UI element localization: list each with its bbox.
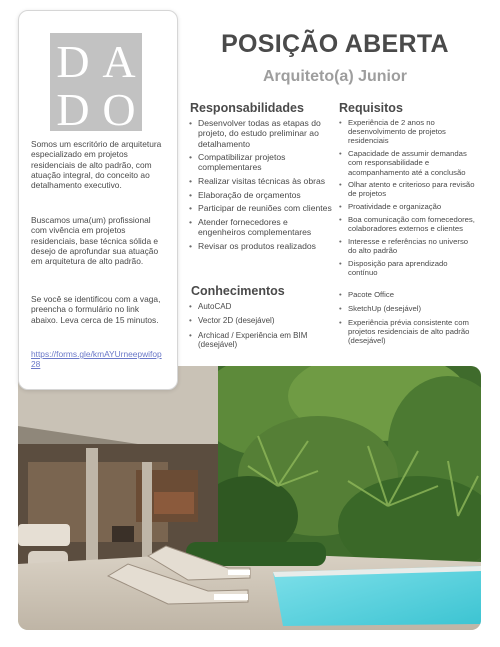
list-item: • SketchUp (desejável) bbox=[339, 304, 477, 313]
form-link-wrap bbox=[31, 349, 165, 370]
list-item: • Interesse e referências no universo do alto padrão bbox=[339, 237, 477, 255]
list-item: • Atender fornecedores e engenheiros complementares bbox=[189, 217, 334, 238]
architecture-photo bbox=[18, 366, 481, 630]
conhecimentos-list-right bbox=[339, 290, 477, 350]
conhecimentos-list bbox=[189, 302, 334, 355]
list-item: • Boa comunicação com fornecedores, colaboradores externos e clientes bbox=[339, 215, 477, 233]
logo-letter-2: A bbox=[102, 36, 136, 87]
list-item: • Realizar visitas técnicas às obras bbox=[189, 176, 334, 186]
list-item: • Proatividade e organização bbox=[339, 202, 477, 211]
list-item: • Desenvolver todas as etapas do projeto, do estudo preliminar ao detalhamento bbox=[189, 118, 334, 149]
house-pool-illustration bbox=[18, 366, 481, 630]
list-item: • AutoCAD bbox=[189, 302, 334, 312]
list-item: • Experiência prévia consistente com projetos residenciais de alto padrão (desejável) bbox=[339, 318, 477, 346]
page-title: POSIÇÃO ABERTA bbox=[221, 30, 449, 58]
logo-letter-4: O bbox=[102, 84, 136, 131]
list-item: • Participar de reuniões com clientes bbox=[189, 203, 334, 213]
list-item: • Archicad / Experiência em BIM (desejável) bbox=[189, 331, 334, 351]
list-item: • Elaboração de orçamentos bbox=[189, 190, 334, 200]
form-link[interactable]: https://forms.gle/kmAYUrneepwifop28 bbox=[31, 349, 162, 370]
list-item: • Experiência de 2 anos no desenvolvimento de projetos residenciais bbox=[339, 118, 477, 146]
conhecimentos-heading: Conhecimentos bbox=[191, 284, 285, 298]
intro-card bbox=[18, 10, 178, 390]
page-subtitle: Arquiteto(a) Junior bbox=[263, 68, 407, 85]
logo-letter-1: D bbox=[56, 36, 90, 87]
intro-paragraph-2: Buscamos uma(um) profissional com vivência em projetos residenciais, base técnica sólida e desejo de aprofundar sua atuação em arquitetura de alto padrão. bbox=[31, 215, 159, 267]
responsabilidades-heading: Responsabilidades bbox=[190, 101, 304, 115]
responsabilidades-list bbox=[189, 118, 334, 254]
list-item: • Olhar atento e criterioso para revisão de projetos bbox=[339, 180, 477, 198]
dado-logo bbox=[50, 33, 142, 131]
list-item: • Pacote Office bbox=[339, 290, 477, 299]
requisitos-list bbox=[339, 118, 477, 281]
intro-paragraph-1: Somos um escritório de arquitetura especializado em projetos residenciais de alto padrão, com atuação integral, do conceito ao detalhamento executivo. bbox=[31, 139, 162, 191]
list-item: • Compatibilizar projetos complementares bbox=[189, 152, 334, 173]
requisitos-heading: Requisitos bbox=[339, 101, 403, 115]
list-item: • Capacidade de assumir demandas com responsabilidade e acompanhamento até a conclusão bbox=[339, 149, 477, 177]
intro-paragraph-3: Se você se identificou com a vaga, preencha o formulário no link abaixo. Leva cerca de 15 minutos. bbox=[31, 294, 161, 325]
logo-letter-3: D bbox=[56, 84, 90, 131]
list-item: • Revisar os produtos realizados bbox=[189, 241, 334, 251]
list-item: • Disposição para aprendizado contínuo bbox=[339, 259, 477, 277]
list-item: • Vector 2D (desejável) bbox=[189, 316, 334, 326]
